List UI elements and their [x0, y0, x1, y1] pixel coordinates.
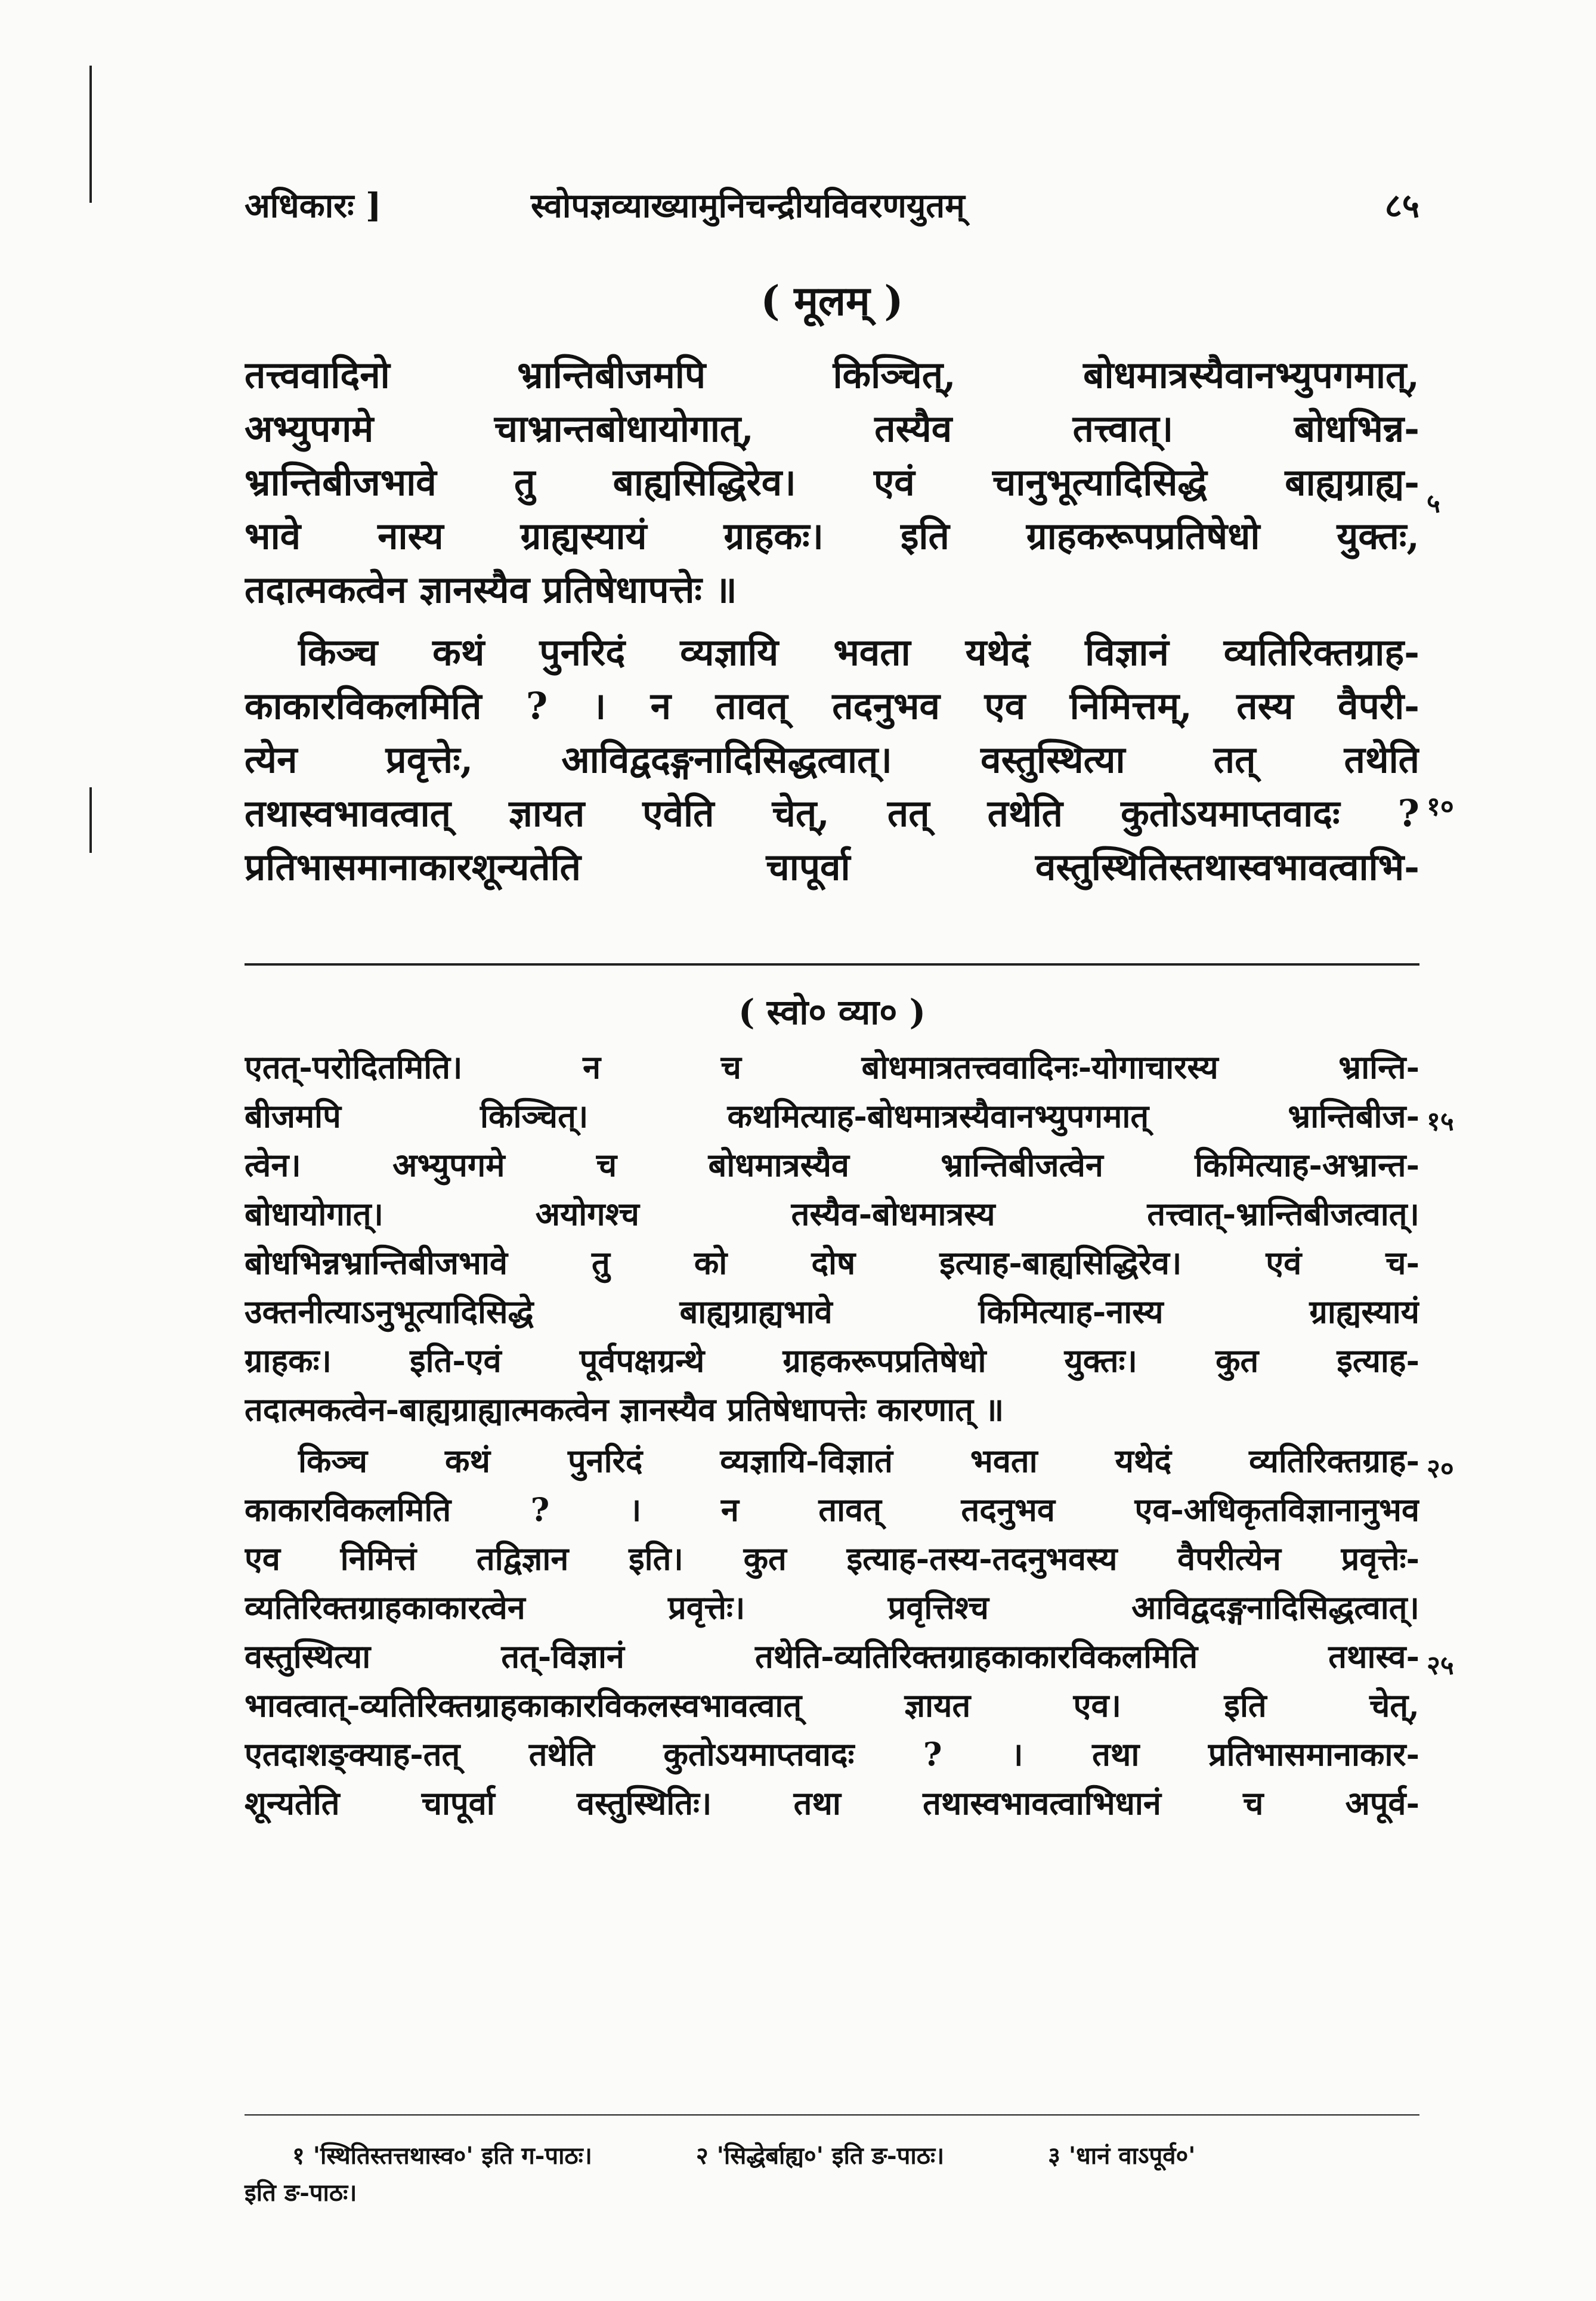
vyakhya-line: तदात्मकत्वेन-बाह्यग्राह्यात्मकत्वेन ज्ञानस्यैव प्रतिषेधापत्तेः कारणात् ॥: [245, 1390, 1004, 1428]
margin-rule-top: [89, 66, 92, 203]
vyakhya-line: वस्तुस्थित्या तत्-विज्ञानं तथेति-व्यतिरिक्तग्राहकाकारविकलमिति तथास्व-: [245, 1637, 1419, 1675]
footnote-1: १ 'स्थितिस्तत्तथास्व०' इति ग-पाठः।: [292, 2142, 592, 2170]
mool-line: तदात्मकत्वेन ज्ञानस्यैव प्रतिषेधापत्तेः ॥: [245, 568, 737, 611]
vyakhya-line: त्वेन। अभ्युपगमे च बोधमात्रस्यैव भ्रान्तिबीजत्वेन किमित्याह-अभ्रान्त-: [245, 1146, 1419, 1184]
vyakhya-line: बोधभिन्नभ्रान्तिबीजभावे तु को दोष इत्याह-बाह्यसिद्धिरेव। एवं च-: [245, 1244, 1419, 1282]
vyakhya-line: बीजमपि किञ्चित्। कथमित्याह-बोधमात्रस्यैवानभ्युपगमात् भ्रान्तिबीज-: [245, 1097, 1419, 1135]
mool-line: किञ्च कथं पुनरिदं व्यज्ञायि भवता यथेदं विज्ञानं व्यतिरिक्तग्राह-: [298, 630, 1419, 674]
vyakhya-line: एतत्-परोदितमिति। न च बोधमात्रतत्त्ववादिनः-योगाचारस्य भ्रान्ति-: [245, 1048, 1419, 1086]
vyakhya-line: व्यतिरिक्तग्राहकाकारत्वेन प्रवृत्तेः। प्रवृत्तिश्च आविद्वदङ्गनादिसिद्धत्वात्।: [245, 1588, 1419, 1626]
vyakhya-line: काकारविकलमिति ? । न तावत् तदनुभव एव-अधिकृतविज्ञानानुभव: [245, 1490, 1419, 1529]
header-chapter: अधिकारः ]: [245, 186, 382, 225]
section-divider: [245, 963, 1419, 966]
running-header: [245, 182, 1419, 230]
mool-line: भ्रान्तिबीजभावे तु बाह्यसिद्धिरेव। एवं चानुभूत्यादिसिद्धे बाह्यग्राह्य-: [245, 460, 1419, 504]
page-number: ८५: [1384, 186, 1419, 225]
footnote-3-continued: इति ङ-पाठः।: [245, 2179, 357, 2207]
mool-line: प्रतिभासमानाकारशून्यतेति चापूर्वा वस्तुस्थितिस्तथास्वभावत्वाभि-: [245, 845, 1419, 889]
vyakhya-line: भावत्वात्-व्यतिरिक्तग्राहकाकारविकलस्वभावत्वात् ज्ञायत एव। इति चेत्,: [245, 1686, 1419, 1724]
vyakhya-line: किञ्च कथं पुनरिदं व्यज्ञायि-विज्ञातं भवता यथेदं व्यतिरिक्तग्राह-: [298, 1442, 1419, 1480]
vyakhya-line: बोधायोगात्। अयोगश्च तस्यैव-बोधमात्रस्य तत्त्वात्-भ्रान्तिबीजत्वात्।: [245, 1195, 1419, 1233]
mool-line: काकारविकलमिति ? । न तावत् तदनुभव एव निमित्तम्, तस्य वैपरी-: [245, 684, 1419, 728]
mool-line: अभ्युपगमे चाभ्रान्तबोधायोगात्, तस्यैव तत्त्वात्। बोधभिन्न-: [245, 407, 1419, 450]
line-number-25: २५: [1427, 1650, 1454, 1681]
footnotes: [245, 2138, 1419, 2212]
vyakhya-line: एतदाशङ्क्याह-तत् तथेति कुतोऽयमाप्तवादः ? । तथा प्रतिभासमानाकार-: [245, 1735, 1419, 1773]
vyakhya-text: [245, 1044, 1419, 1843]
vyakhya-line: शून्यतेति चापूर्वा वस्तुस्थितिः। तथा तथास्वभावत्वाभिधानं च अपूर्व-: [245, 1784, 1419, 1822]
mool-line: तथास्वभावत्वात् ज्ञायत एवेति चेत्, तत् तथेति कुतोऽयमाप्तवादः ?: [245, 791, 1419, 835]
mool-line: त्येन प्रवृत्तेः, आविद्वदङ्गनादिसिद्धत्वात्। वस्तुस्थित्या तत् तथेति: [245, 738, 1419, 781]
vyakhya-line: उक्तनीत्याऽनुभूत्यादिसिद्धे बाह्यग्राह्यभावे किमित्याह-नास्य ग्राह्यस्यायं: [245, 1292, 1419, 1331]
footnote-2: २ 'सिद्धेर्बाह्य०' इति ङ-पाठः।: [695, 2142, 945, 2170]
line-number-10: १०: [1427, 791, 1454, 822]
vyakhya-title: ( स्वो० व्या० ): [738, 992, 926, 1032]
footnote-3: ३ 'धानं वाऽपूर्व०': [1048, 2142, 1196, 2170]
margin-rule-middle: [89, 787, 92, 853]
mool-text: [245, 349, 1419, 904]
footnote-divider: [245, 2114, 1419, 2116]
vyakhya-line: ग्राहकः। इति-एवं पूर्वपक्षग्रन्थे ग्राहकरूपप्रतिषेधो युक्तः। कुत इत्याह-: [245, 1341, 1419, 1380]
vyakhya-line: एव निमित्तं तद्विज्ञान इति। कुत इत्याह-तस्य-तदनुभवस्य वैपरीत्येन प्रवृत्तेः-: [245, 1539, 1419, 1578]
mool-line: भावे नास्य ग्राह्यस्यायं ग्राहकः। इति ग्राहकरूपप्रतिषेधो युक्तः,: [245, 514, 1419, 558]
header-book-title: स्वोपज्ञव्याख्यामुनिचन्द्रीयविवरणयुतम्: [531, 186, 965, 225]
mool-title: ( मूलम् ): [760, 277, 904, 325]
line-number-20: २०: [1427, 1453, 1454, 1484]
line-number-15: १५: [1427, 1106, 1454, 1137]
line-number-5: ५: [1427, 488, 1440, 519]
mool-line: तत्त्ववादिनो भ्रान्तिबीजमपि किञ्चित्, बोधमात्रस्यैवानभ्युपगमात्,: [245, 353, 1419, 397]
